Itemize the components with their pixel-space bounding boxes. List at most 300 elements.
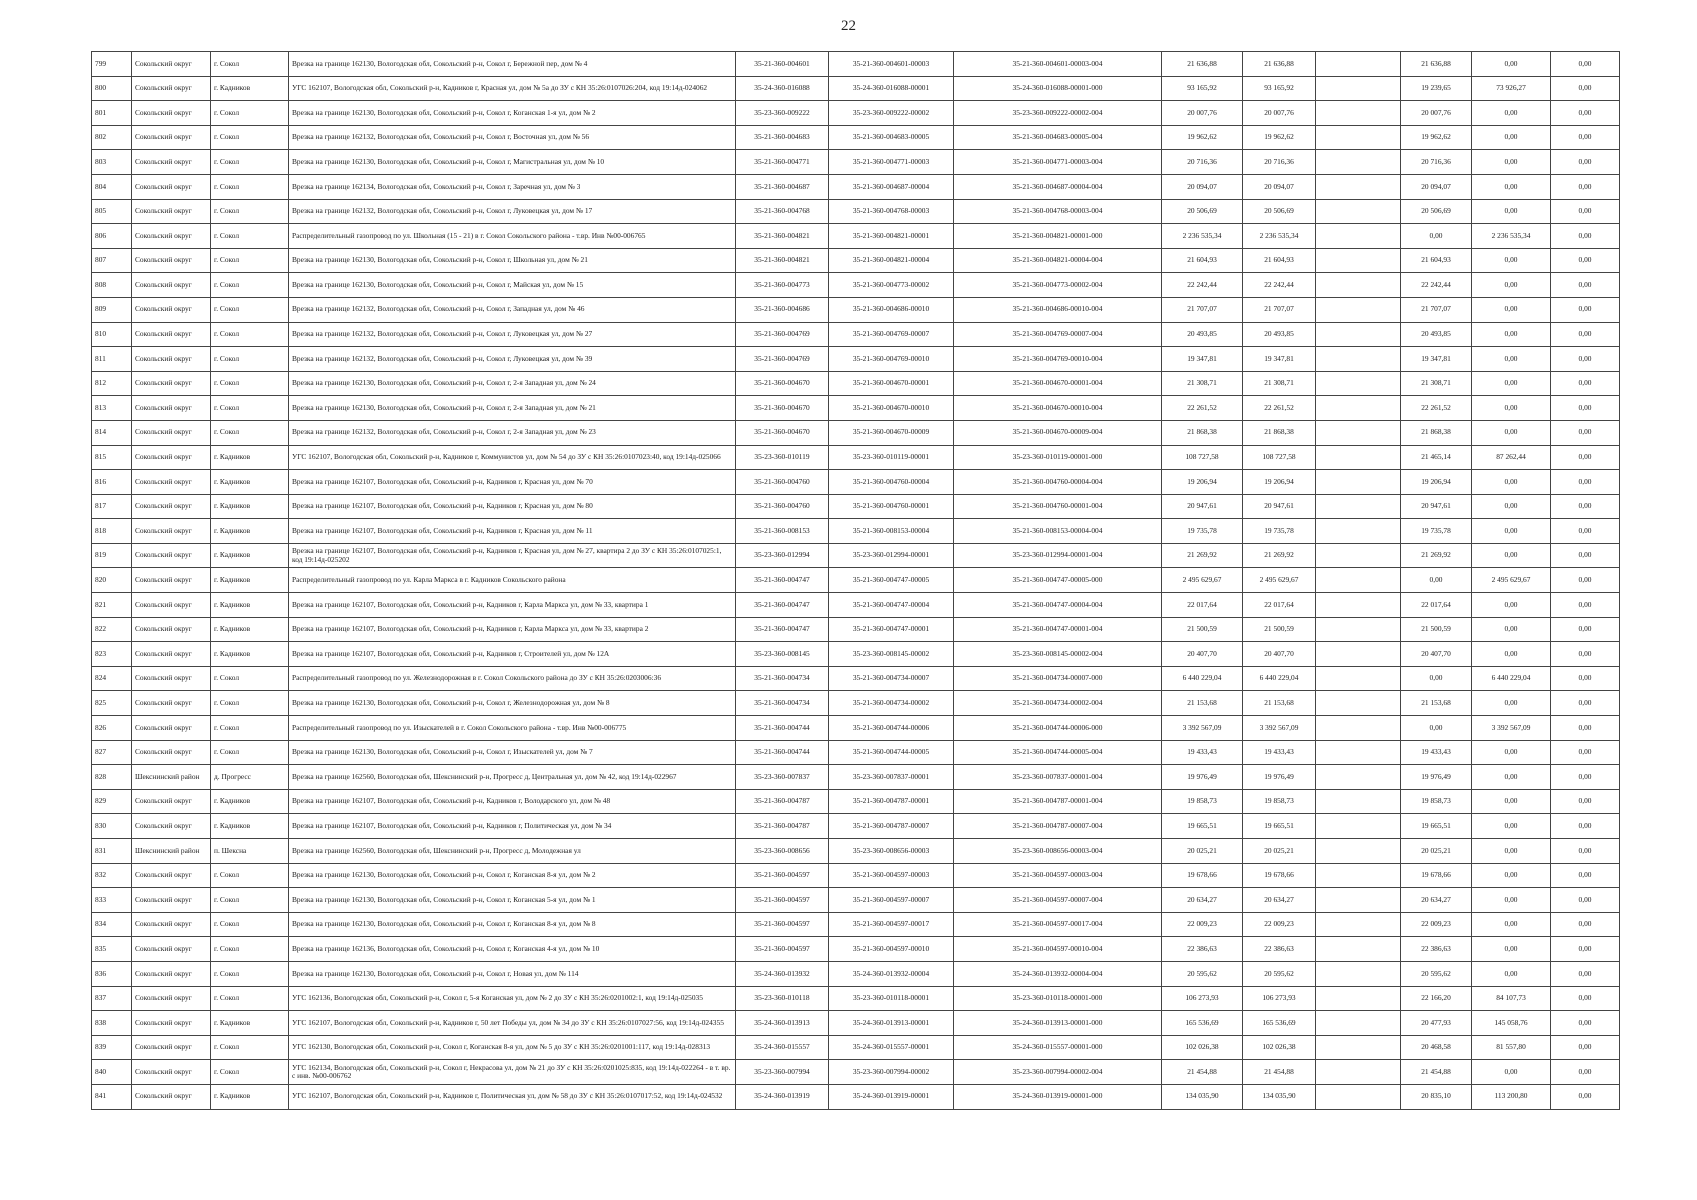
table-row: [92, 789, 1620, 814]
cell-cost-value: 21 269,92: [1243, 543, 1316, 568]
cell-cost-part-3: 0,00: [1551, 224, 1620, 249]
cell-empty-column: [1316, 568, 1401, 593]
cell-object-element-code: 35-23-360-008145-00002-004: [954, 642, 1162, 667]
cell-cost-part-2: 0,00: [1472, 839, 1551, 864]
cell-object-name: Распределительный газопровод по ул. Карла Маркса в г. Кадников Сокольского района: [289, 568, 736, 593]
cell-settlement: г. Сокол: [211, 347, 289, 372]
cell-inventory-code: 35-21-360-004597: [736, 888, 829, 913]
cell-cost-part-1: 20 493,85: [1401, 322, 1472, 347]
cell-cost-part-2: 3 392 567,09: [1472, 716, 1551, 741]
cell-cost-part-1: 0,00: [1401, 716, 1472, 741]
cell-object-element-code: 35-21-360-004597-00007-004: [954, 888, 1162, 913]
cell-cost-part-3: 0,00: [1551, 593, 1620, 618]
cell-settlement: г. Сокол: [211, 691, 289, 716]
cell-inventory-code: 35-21-360-004747: [736, 593, 829, 618]
cell-total-cost: 20 094,07: [1162, 174, 1243, 199]
cell-total-cost: 20 506,69: [1162, 199, 1243, 224]
cell-cost-part-3: 0,00: [1551, 347, 1620, 372]
cell-cost-value: 102 026,38: [1243, 1035, 1316, 1060]
cell-row-number: 813: [92, 396, 132, 421]
cell-object-code: 35-23-360-007837-00001: [829, 765, 954, 790]
cell-object-name: УГС 162136, Вологодская обл, Сокольский р-н, Сокол г, 5-я Коганская ул, дом № 2 до ЗУ с КН 35:26:0201002:1, код 19:14д-025035: [289, 986, 736, 1011]
cell-object-code: 35-21-360-004734-00002: [829, 691, 954, 716]
cell-object-name: Врезка на границе 162130, Вологодская обл, Сокольский р-н, Сокол г, Майская ул, дом № 15: [289, 273, 736, 298]
cell-object-name: Врезка на границе 162130, Вологодская обл, Сокольский р-н, Сокол г, Коганская 5-я ул, дом № 1: [289, 888, 736, 913]
cell-object-element-code: 35-21-360-004744-00006-000: [954, 716, 1162, 741]
cell-object-code: 35-24-360-015557-00001: [829, 1035, 954, 1060]
cell-row-number: 821: [92, 593, 132, 618]
cell-cost-part-3: 0,00: [1551, 494, 1620, 519]
cell-total-cost: 2 495 629,67: [1162, 568, 1243, 593]
cell-object-element-code: 35-21-360-004670-00009-004: [954, 420, 1162, 445]
cell-cost-part-1: 19 735,78: [1401, 519, 1472, 544]
cell-cost-part-2: 0,00: [1472, 789, 1551, 814]
cell-cost-part-2: 0,00: [1472, 52, 1551, 77]
cell-cost-part-1: 19 976,49: [1401, 765, 1472, 790]
cell-cost-part-1: 19 858,73: [1401, 789, 1472, 814]
cell-object-name: Распределительный газопровод по ул. Школьная (15 - 21) в г. Сокол Сокольского района - т.вр. Инв №00-006765: [289, 224, 736, 249]
cell-inventory-code: 35-21-360-004744: [736, 716, 829, 741]
cell-empty-column: [1316, 937, 1401, 962]
table-row: [92, 839, 1620, 864]
cell-object-element-code: 35-21-360-004769-00007-004: [954, 322, 1162, 347]
cell-cost-part-1: 0,00: [1401, 666, 1472, 691]
cell-settlement: г. Сокол: [211, 986, 289, 1011]
cell-object-code: 35-21-360-004769-00010: [829, 347, 954, 372]
cell-cost-part-2: 2 495 629,67: [1472, 568, 1551, 593]
cell-object-code: 35-21-360-004821-00001: [829, 224, 954, 249]
cell-cost-value: 21 153,68: [1243, 691, 1316, 716]
cell-cost-part-2: 0,00: [1472, 1060, 1551, 1085]
cell-empty-column: [1316, 1060, 1401, 1085]
cell-settlement: г. Сокол: [211, 174, 289, 199]
cell-cost-part-3: 0,00: [1551, 814, 1620, 839]
cell-cost-value: 20 716,36: [1243, 150, 1316, 175]
cell-total-cost: 20 716,36: [1162, 150, 1243, 175]
cell-empty-column: [1316, 814, 1401, 839]
cell-object-element-code: 35-21-360-004768-00003-004: [954, 199, 1162, 224]
cell-municipality: Сокольский округ: [132, 642, 211, 667]
cell-cost-part-3: 0,00: [1551, 470, 1620, 495]
cell-total-cost: 20 025,21: [1162, 839, 1243, 864]
cell-row-number: 832: [92, 863, 132, 888]
cell-object-element-code: 35-21-360-004760-00004-004: [954, 470, 1162, 495]
cell-municipality: Сокольский округ: [132, 986, 211, 1011]
cell-inventory-code: 35-21-360-004821: [736, 224, 829, 249]
cell-object-name: Врезка на границе 162132, Вологодская обл, Сокольский р-н, Сокол г, 2-я Западная ул, дом № 23: [289, 420, 736, 445]
cell-object-element-code: 35-21-360-004670-00010-004: [954, 396, 1162, 421]
cell-cost-part-3: 0,00: [1551, 150, 1620, 175]
cell-cost-part-2: 0,00: [1472, 937, 1551, 962]
cell-municipality: Сокольский округ: [132, 568, 211, 593]
cell-row-number: 806: [92, 224, 132, 249]
cell-empty-column: [1316, 347, 1401, 372]
cell-municipality: Сокольский округ: [132, 494, 211, 519]
cell-inventory-code: 35-21-360-004670: [736, 371, 829, 396]
cell-row-number: 799: [92, 52, 132, 77]
cell-total-cost: 93 165,92: [1162, 76, 1243, 101]
cell-municipality: Сокольский округ: [132, 248, 211, 273]
cell-cost-part-1: 20 595,62: [1401, 961, 1472, 986]
cell-row-number: 807: [92, 248, 132, 273]
cell-settlement: д. Прогресс: [211, 765, 289, 790]
cell-municipality: Сокольский округ: [132, 322, 211, 347]
table-row: [92, 224, 1620, 249]
cell-object-name: Врезка на границе 162107, Вологодская обл, Сокольский р-н, Кадников г, Красная ул, дом № 70: [289, 470, 736, 495]
cell-object-element-code: 35-23-360-007837-00001-004: [954, 765, 1162, 790]
cell-municipality: Сокольский округ: [132, 543, 211, 568]
cell-cost-part-2: 0,00: [1472, 347, 1551, 372]
cell-cost-part-2: 0,00: [1472, 273, 1551, 298]
cell-object-code: 35-21-360-008153-00004: [829, 519, 954, 544]
cell-municipality: Сокольский округ: [132, 224, 211, 249]
cell-object-code: 35-21-360-004747-00001: [829, 617, 954, 642]
cell-object-element-code: 35-21-360-004821-00004-004: [954, 248, 1162, 273]
cell-municipality: Сокольский округ: [132, 863, 211, 888]
cell-total-cost: 106 273,93: [1162, 986, 1243, 1011]
cell-cost-part-3: 0,00: [1551, 76, 1620, 101]
cell-object-code: 35-23-360-010118-00001: [829, 986, 954, 1011]
table-row: [92, 1060, 1620, 1085]
cell-object-element-code: 35-21-360-004683-00005-004: [954, 125, 1162, 150]
cell-cost-value: 21 707,07: [1243, 297, 1316, 322]
cell-municipality: Сокольский округ: [132, 691, 211, 716]
cell-cost-part-1: 20 477,93: [1401, 1011, 1472, 1036]
cell-cost-part-1: 21 153,68: [1401, 691, 1472, 716]
cell-object-name: Врезка на границе 162130, Вологодская обл, Сокольский р-н, Сокол г, Бережной пер, дом № 4: [289, 52, 736, 77]
cell-object-name: УГС 162107, Вологодская обл, Сокольский р-н, Кадников г, Коммунистов ул, дом № 54 до ЗУ с КН 35:26:0107023:40, код 19:14д-025066: [289, 445, 736, 470]
cell-municipality: Сокольский округ: [132, 789, 211, 814]
cell-cost-part-2: 0,00: [1472, 199, 1551, 224]
cell-cost-part-2: 0,00: [1472, 248, 1551, 273]
cell-settlement: г. Сокол: [211, 52, 289, 77]
cell-row-number: 833: [92, 888, 132, 913]
cell-inventory-code: 35-21-360-004686: [736, 297, 829, 322]
cell-cost-value: 19 665,51: [1243, 814, 1316, 839]
cell-cost-value: 19 858,73: [1243, 789, 1316, 814]
cell-total-cost: 19 678,66: [1162, 863, 1243, 888]
cell-cost-part-3: 0,00: [1551, 543, 1620, 568]
cell-cost-part-3: 0,00: [1551, 789, 1620, 814]
cell-cost-part-2: 87 262,44: [1472, 445, 1551, 470]
cell-settlement: г. Кадников: [211, 470, 289, 495]
cell-municipality: Сокольский округ: [132, 297, 211, 322]
cell-object-element-code: 35-21-360-008153-00004-004: [954, 519, 1162, 544]
page-number: 22: [841, 18, 856, 34]
cell-object-code: 35-21-360-004601-00003: [829, 52, 954, 77]
cell-municipality: Сокольский округ: [132, 76, 211, 101]
cell-settlement: г. Сокол: [211, 1035, 289, 1060]
cell-object-code: 35-21-360-004744-00005: [829, 740, 954, 765]
cell-cost-part-1: 20 468,58: [1401, 1035, 1472, 1060]
cell-object-name: Распределительный газопровод по ул. Изыскателей в г. Сокол Сокольского района - т.вр. Инв №00-006775: [289, 716, 736, 741]
cell-municipality: Сокольский округ: [132, 470, 211, 495]
cell-object-element-code: 35-23-360-012994-00001-004: [954, 543, 1162, 568]
cell-empty-column: [1316, 642, 1401, 667]
table-row: [92, 543, 1620, 568]
cell-object-name: Врезка на границе 162130, Вологодская обл, Сокольский р-н, Сокол г, Изыскателей ул, дом № 7: [289, 740, 736, 765]
cell-empty-column: [1316, 420, 1401, 445]
cell-empty-column: [1316, 691, 1401, 716]
cell-total-cost: 22 386,63: [1162, 937, 1243, 962]
cell-empty-column: [1316, 765, 1401, 790]
cell-total-cost: 21 636,88: [1162, 52, 1243, 77]
cell-object-element-code: 35-21-360-004787-00007-004: [954, 814, 1162, 839]
cell-cost-value: 21 604,93: [1243, 248, 1316, 273]
cell-cost-part-2: 0,00: [1472, 814, 1551, 839]
cell-settlement: г. Кадников: [211, 1084, 289, 1109]
cell-settlement: г. Сокол: [211, 420, 289, 445]
cell-cost-value: 19 976,49: [1243, 765, 1316, 790]
cell-municipality: Сокольский округ: [132, 593, 211, 618]
cell-total-cost: 20 407,70: [1162, 642, 1243, 667]
cell-object-code: 35-21-360-004597-00010: [829, 937, 954, 962]
cell-cost-part-1: 20 506,69: [1401, 199, 1472, 224]
table-row: [92, 297, 1620, 322]
cell-row-number: 837: [92, 986, 132, 1011]
cell-cost-part-3: 0,00: [1551, 322, 1620, 347]
cell-empty-column: [1316, 101, 1401, 126]
cell-row-number: 805: [92, 199, 132, 224]
cell-total-cost: 102 026,38: [1162, 1035, 1243, 1060]
cell-cost-part-3: 0,00: [1551, 125, 1620, 150]
cell-empty-column: [1316, 716, 1401, 741]
cell-total-cost: 2 236 535,34: [1162, 224, 1243, 249]
cell-empty-column: [1316, 494, 1401, 519]
cell-object-code: 35-21-360-004773-00002: [829, 273, 954, 298]
cell-municipality: Сокольский округ: [132, 125, 211, 150]
cell-cost-part-3: 0,00: [1551, 617, 1620, 642]
cell-total-cost: 20 634,27: [1162, 888, 1243, 913]
cell-cost-part-1: 19 665,51: [1401, 814, 1472, 839]
cell-cost-value: 21 500,59: [1243, 617, 1316, 642]
cell-object-code: 35-21-360-004670-00009: [829, 420, 954, 445]
cell-object-name: Врезка на границе 162132, Вологодская обл, Сокольский р-н, Сокол г, Луковецкая ул, дом № 27: [289, 322, 736, 347]
cell-settlement: г. Кадников: [211, 494, 289, 519]
table-row: [92, 814, 1620, 839]
cell-object-element-code: 35-23-360-009222-00002-004: [954, 101, 1162, 126]
cell-object-name: Врезка на границе 162560, Вологодская обл, Шекснинский р-н, Прогресс д, Молодежная ул: [289, 839, 736, 864]
cell-object-code: 35-21-360-004787-00001: [829, 789, 954, 814]
cell-cost-part-1: 19 433,43: [1401, 740, 1472, 765]
cell-cost-part-3: 0,00: [1551, 986, 1620, 1011]
cell-object-element-code: 35-21-360-004747-00004-004: [954, 593, 1162, 618]
table-row: [92, 593, 1620, 618]
cell-cost-value: 19 962,62: [1243, 125, 1316, 150]
cell-empty-column: [1316, 150, 1401, 175]
cell-settlement: г. Кадников: [211, 814, 289, 839]
cell-cost-value: 21 868,38: [1243, 420, 1316, 445]
cell-inventory-code: 35-21-360-004771: [736, 150, 829, 175]
cell-cost-part-2: 2 236 535,34: [1472, 224, 1551, 249]
cell-settlement: г. Сокол: [211, 199, 289, 224]
table-row: [92, 420, 1620, 445]
cell-total-cost: 19 976,49: [1162, 765, 1243, 790]
table-row: [92, 961, 1620, 986]
cell-row-number: 834: [92, 912, 132, 937]
cell-total-cost: 22 242,44: [1162, 273, 1243, 298]
cell-row-number: 809: [92, 297, 132, 322]
cell-inventory-code: 35-23-360-010119: [736, 445, 829, 470]
cell-object-code: 35-21-360-004747-00004: [829, 593, 954, 618]
cell-total-cost: 19 347,81: [1162, 347, 1243, 372]
cell-cost-value: 93 165,92: [1243, 76, 1316, 101]
cell-cost-value: 20 634,27: [1243, 888, 1316, 913]
cell-object-element-code: 35-21-360-004597-00003-004: [954, 863, 1162, 888]
cell-object-code: 35-24-360-016088-00001: [829, 76, 954, 101]
cell-settlement: г. Кадников: [211, 76, 289, 101]
table-row: [92, 912, 1620, 937]
cell-cost-part-1: 20 007,76: [1401, 101, 1472, 126]
cell-inventory-code: 35-24-360-015557: [736, 1035, 829, 1060]
cell-total-cost: 22 261,52: [1162, 396, 1243, 421]
table-row: [92, 445, 1620, 470]
cell-cost-part-2: 0,00: [1472, 101, 1551, 126]
cell-settlement: г. Сокол: [211, 371, 289, 396]
cell-row-number: 804: [92, 174, 132, 199]
cell-total-cost: 3 392 567,09: [1162, 716, 1243, 741]
table-row: [92, 740, 1620, 765]
cell-total-cost: 19 665,51: [1162, 814, 1243, 839]
cell-object-name: Врезка на границе 162107, Вологодская обл, Сокольский р-н, Кадников г, Красная ул, дом № 11: [289, 519, 736, 544]
cell-settlement: г. Сокол: [211, 863, 289, 888]
cell-total-cost: 20 493,85: [1162, 322, 1243, 347]
table-row: [92, 666, 1620, 691]
cell-settlement: п. Шексна: [211, 839, 289, 864]
cell-inventory-code: 35-21-360-004787: [736, 789, 829, 814]
cell-cost-value: 20 094,07: [1243, 174, 1316, 199]
cell-inventory-code: 35-21-360-004773: [736, 273, 829, 298]
cell-empty-column: [1316, 740, 1401, 765]
cell-municipality: Сокольский округ: [132, 273, 211, 298]
cell-cost-part-2: 0,00: [1472, 740, 1551, 765]
cell-settlement: г. Кадников: [211, 519, 289, 544]
cell-municipality: Сокольский округ: [132, 199, 211, 224]
cell-cost-part-1: 21 636,88: [1401, 52, 1472, 77]
cell-inventory-code: 35-21-360-004747: [736, 617, 829, 642]
cell-inventory-code: 35-23-360-008656: [736, 839, 829, 864]
table-row: [92, 937, 1620, 962]
cell-inventory-code: 35-21-360-004670: [736, 420, 829, 445]
table-row: [92, 125, 1620, 150]
cell-empty-column: [1316, 617, 1401, 642]
cell-row-number: 829: [92, 789, 132, 814]
cell-empty-column: [1316, 322, 1401, 347]
cell-object-name: УГС 162107, Вологодская обл, Сокольский р-н, Кадников г, Красная ул, дом № 5а до ЗУ с КН 35:26:0107026:204, код 19:14д-024062: [289, 76, 736, 101]
cell-empty-column: [1316, 789, 1401, 814]
cell-cost-part-3: 0,00: [1551, 248, 1620, 273]
table-row: [92, 150, 1620, 175]
table-row: [92, 765, 1620, 790]
cell-object-code: 35-21-360-004734-00007: [829, 666, 954, 691]
cell-cost-part-2: 0,00: [1472, 543, 1551, 568]
cell-cost-part-3: 0,00: [1551, 52, 1620, 77]
cell-cost-part-1: 19 678,66: [1401, 863, 1472, 888]
cell-row-number: 830: [92, 814, 132, 839]
cell-object-code: 35-21-360-004760-00001: [829, 494, 954, 519]
table-row: [92, 1084, 1620, 1109]
table-row: [92, 371, 1620, 396]
cell-cost-part-3: 0,00: [1551, 691, 1620, 716]
cell-empty-column: [1316, 174, 1401, 199]
cell-object-code: 35-21-360-004744-00006: [829, 716, 954, 741]
cell-cost-part-2: 145 058,76: [1472, 1011, 1551, 1036]
cell-cost-part-3: 0,00: [1551, 1011, 1620, 1036]
cell-total-cost: 21 269,92: [1162, 543, 1243, 568]
table-row: [92, 1035, 1620, 1060]
table-row: [92, 716, 1620, 741]
cell-municipality: Сокольский округ: [132, 888, 211, 913]
cell-inventory-code: 35-23-360-007994: [736, 1060, 829, 1085]
cell-municipality: Сокольский округ: [132, 420, 211, 445]
cell-object-element-code: 35-21-360-004821-00001-000: [954, 224, 1162, 249]
cell-object-name: Врезка на границе 162134, Вологодская обл, Сокольский р-н, Сокол г, Заречная ул, дом № 3: [289, 174, 736, 199]
cell-row-number: 827: [92, 740, 132, 765]
cell-row-number: 818: [92, 519, 132, 544]
cell-cost-part-2: 0,00: [1472, 519, 1551, 544]
cell-inventory-code: 35-24-360-013919: [736, 1084, 829, 1109]
cell-object-element-code: 35-21-360-004744-00005-004: [954, 740, 1162, 765]
cell-object-element-code: 35-21-360-004686-00010-004: [954, 297, 1162, 322]
cell-cost-value: 22 261,52: [1243, 396, 1316, 421]
cell-object-code: 35-21-360-004670-00010: [829, 396, 954, 421]
table-row: [92, 396, 1620, 421]
cell-inventory-code: 35-21-360-004597: [736, 937, 829, 962]
cell-empty-column: [1316, 199, 1401, 224]
cell-object-code: 35-21-360-004769-00007: [829, 322, 954, 347]
cell-cost-part-3: 0,00: [1551, 297, 1620, 322]
cell-row-number: 839: [92, 1035, 132, 1060]
cell-municipality: Сокольский округ: [132, 1060, 211, 1085]
cell-cost-part-2: 0,00: [1472, 961, 1551, 986]
cell-total-cost: 21 707,07: [1162, 297, 1243, 322]
cell-cost-value: 20 506,69: [1243, 199, 1316, 224]
cell-object-element-code: 35-24-360-015557-00001-000: [954, 1035, 1162, 1060]
cell-cost-value: 108 727,58: [1243, 445, 1316, 470]
cell-cost-part-3: 0,00: [1551, 174, 1620, 199]
cell-object-element-code: 35-21-360-004769-00010-004: [954, 347, 1162, 372]
cell-cost-part-3: 0,00: [1551, 396, 1620, 421]
cell-cost-part-3: 0,00: [1551, 716, 1620, 741]
cell-empty-column: [1316, 273, 1401, 298]
cell-cost-part-3: 0,00: [1551, 568, 1620, 593]
cell-object-element-code: 35-21-360-004787-00001-004: [954, 789, 1162, 814]
cell-cost-value: 20 025,21: [1243, 839, 1316, 864]
cell-empty-column: [1316, 666, 1401, 691]
cell-cost-value: 19 735,78: [1243, 519, 1316, 544]
cell-row-number: 838: [92, 1011, 132, 1036]
table-row: [92, 888, 1620, 913]
cell-cost-value: 2 495 629,67: [1243, 568, 1316, 593]
table-row: [92, 494, 1620, 519]
cell-row-number: 835: [92, 937, 132, 962]
cell-cost-part-1: 21 269,92: [1401, 543, 1472, 568]
cell-object-element-code: 35-23-360-010118-00001-000: [954, 986, 1162, 1011]
cell-object-name: Врезка на границе 162560, Вологодская обл, Шекснинский р-н, Прогресс д, Центральная ул, дом № 42, код 19:14д-022967: [289, 765, 736, 790]
cell-cost-part-2: 0,00: [1472, 297, 1551, 322]
cell-cost-value: 22 242,44: [1243, 273, 1316, 298]
table-row: [92, 199, 1620, 224]
cell-cost-part-1: 20 947,61: [1401, 494, 1472, 519]
cell-cost-part-2: 0,00: [1472, 642, 1551, 667]
cell-object-code: 35-23-360-012994-00001: [829, 543, 954, 568]
cell-total-cost: 6 440 229,04: [1162, 666, 1243, 691]
cell-total-cost: 20 595,62: [1162, 961, 1243, 986]
cell-inventory-code: 35-21-360-004744: [736, 740, 829, 765]
cell-row-number: 811: [92, 347, 132, 372]
cell-inventory-code: 35-24-360-016088: [736, 76, 829, 101]
cell-empty-column: [1316, 445, 1401, 470]
